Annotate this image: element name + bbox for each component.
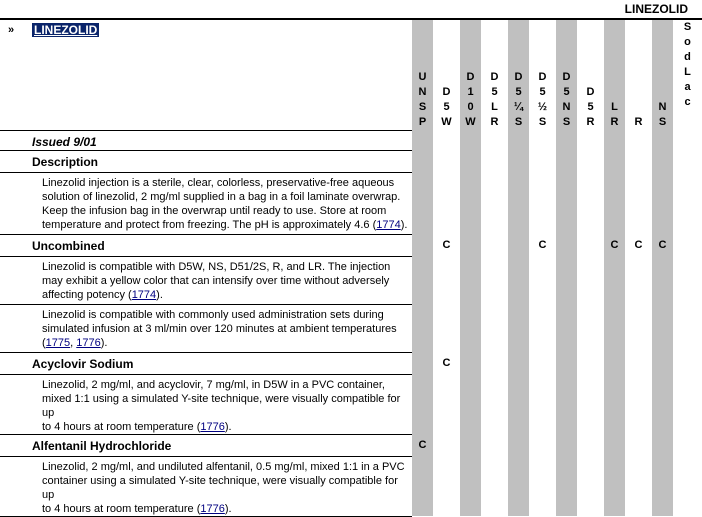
cell-d5hs [529, 256, 556, 304]
cell-d5hs [529, 456, 556, 516]
cell-lr [604, 150, 625, 172]
reference-link[interactable]: 1776 [76, 336, 101, 349]
cell-d5ns [556, 172, 577, 234]
cell-ns [652, 374, 673, 434]
paragraph-row [0, 172, 702, 234]
cell-ns [652, 172, 673, 234]
compatible-mark: C [433, 352, 460, 374]
cell-lr [604, 256, 625, 304]
section-row [0, 352, 702, 374]
cell-d5qs [508, 234, 529, 256]
cell-unsp [412, 304, 433, 352]
header-row [0, 20, 702, 130]
cell-d5lr [481, 374, 508, 434]
cell-d5qs [508, 150, 529, 172]
cell-d5hs [529, 172, 556, 234]
cell-d10w [460, 256, 481, 304]
cell-d10w [460, 234, 481, 256]
cell-ns [652, 150, 673, 172]
cell-unsp [412, 234, 433, 256]
cell-sodlac [673, 434, 702, 456]
column-header-d5ns: D 5 N S [556, 20, 577, 130]
cell-d10w [460, 352, 481, 374]
cell-sodlac [673, 304, 702, 352]
cell-d5w [433, 150, 460, 172]
paragraph-row [0, 256, 702, 304]
reference-link[interactable]: 1776 [200, 502, 225, 515]
cell-d5qs [508, 304, 529, 352]
cell-d5r [577, 374, 604, 434]
section-row [0, 434, 702, 456]
paragraph-row [0, 374, 702, 434]
cell-r [625, 172, 652, 234]
cell-sodlac [673, 374, 702, 434]
cell-d5hs [529, 352, 556, 374]
cell-d5w [433, 456, 460, 516]
cell-r [625, 352, 652, 374]
cell-d5r [577, 352, 604, 374]
cell-unsp [412, 374, 433, 434]
cell-d5ns [556, 150, 577, 172]
cell-ns [652, 256, 673, 304]
compatible-mark: C [433, 234, 460, 256]
reference-link[interactable]: 1776 [200, 420, 225, 433]
compatible-mark: C [604, 234, 625, 256]
cell-d5ns [556, 374, 577, 434]
cell-d5r [577, 256, 604, 304]
cell-d5r [577, 456, 604, 516]
cell-d5r [577, 130, 604, 150]
cell-lr [604, 456, 625, 516]
cell-unsp [412, 352, 433, 374]
cell-d10w [460, 434, 481, 456]
cell-d5lr [481, 130, 508, 150]
cell-lr [604, 172, 625, 234]
column-header-sodlac: S o d L a c [673, 20, 702, 130]
column-header-unsp: U N S P [412, 20, 433, 130]
cell-r [625, 456, 652, 516]
cell-ns [652, 456, 673, 516]
column-header-d5r: D 5 R [577, 20, 604, 130]
cell-lr [604, 352, 625, 374]
cell-sodlac [673, 150, 702, 172]
cell-d5hs [529, 374, 556, 434]
cell-d5lr [481, 150, 508, 172]
drug-name-link[interactable]: LINEZOLID [34, 23, 98, 37]
compatible-mark: C [412, 434, 433, 456]
cell-unsp [412, 456, 433, 516]
compatible-mark: C [529, 234, 556, 256]
cell-d5ns [556, 352, 577, 374]
cell-ns [652, 304, 673, 352]
cell-d5lr [481, 256, 508, 304]
cell-d10w [460, 172, 481, 234]
reference-link[interactable]: 1774 [131, 288, 157, 301]
cell-sodlac [673, 352, 702, 374]
cell-d5hs [529, 150, 556, 172]
cell-d5lr [481, 304, 508, 352]
paragraph-text: Linezolid, 2 mg/ml, and undiluted alfentanil, 0.5 mg/ml, mixed 1:1 in a PVC container using a simulated Y-site technique, were visually compatible for up to 4 hours at room temperature (1776). [0, 456, 412, 516]
cell-r [625, 150, 652, 172]
cell-d5w [433, 172, 460, 234]
section-row [0, 150, 702, 172]
cell-r [625, 374, 652, 434]
cell-d5hs [529, 434, 556, 456]
cell-lr [604, 130, 625, 150]
cell-ns [652, 352, 673, 374]
cell-d5hs [529, 130, 556, 150]
cell-r [625, 256, 652, 304]
cell-d5lr [481, 172, 508, 234]
cell-d5qs [508, 172, 529, 234]
expand-chevron-icon[interactable]: » [8, 24, 15, 36]
cell-d10w [460, 456, 481, 516]
paragraph-row [0, 304, 702, 352]
cell-d10w [460, 150, 481, 172]
section-heading: Acyclovir Sodium [0, 352, 412, 374]
drug-heading-cell [0, 20, 412, 130]
cell-sodlac [673, 130, 702, 150]
section-heading: Alfentanil Hydrochloride [0, 434, 412, 456]
cell-unsp [412, 172, 433, 234]
cell-d5qs [508, 374, 529, 434]
cell-unsp [412, 150, 433, 172]
cell-unsp [412, 256, 433, 304]
cell-d5qs [508, 456, 529, 516]
cell-sodlac [673, 256, 702, 304]
compatibility-table [0, 20, 702, 517]
cell-d5r [577, 172, 604, 234]
paragraph-row [0, 456, 702, 516]
paragraph-text: Linezolid, 2 mg/ml, and acyclovir, 7 mg/ml, in D5W in a PVC container, mixed 1:1 using a simulated Y-site technique, were visually compatible for up to 4 hours at room temperature (1776). [0, 374, 412, 434]
section-heading: Uncombined [0, 234, 412, 256]
cell-d5w [433, 374, 460, 434]
column-header-d5w: D 5 W [433, 20, 460, 130]
cell-d5hs [529, 304, 556, 352]
cell-d5ns [556, 234, 577, 256]
reference-link[interactable]: 1775 [45, 336, 71, 349]
cell-d5lr [481, 352, 508, 374]
page-title: LINEZOLID [624, 2, 688, 16]
cell-d5w [433, 256, 460, 304]
column-header-d5qs: D 5 ¼ S [508, 20, 529, 130]
cell-d5ns [556, 256, 577, 304]
cell-d5lr [481, 434, 508, 456]
section-heading: Issued 9/01 [0, 130, 412, 150]
cell-lr [604, 374, 625, 434]
column-header-lr: L R [604, 20, 625, 130]
cell-d5ns [556, 130, 577, 150]
cell-sodlac [673, 456, 702, 516]
cell-d5w [433, 130, 460, 150]
cell-d5qs [508, 256, 529, 304]
cell-d5r [577, 304, 604, 352]
cell-d5w [433, 434, 460, 456]
cell-d10w [460, 304, 481, 352]
cell-sodlac [673, 234, 702, 256]
column-header-r: R [625, 20, 652, 130]
cell-r [625, 130, 652, 150]
column-header-d5lr: D 5 L R [481, 20, 508, 130]
cell-sodlac [673, 172, 702, 234]
paragraph-text: Linezolid is compatible with commonly used administration sets during simulated infusion at 3 ml/min over 120 minutes at ambient temperatures (1775, 1776). [0, 304, 412, 352]
compatible-mark: C [652, 234, 673, 256]
cell-r [625, 434, 652, 456]
section-row [0, 234, 702, 256]
column-header-d10w: D 1 0 W [460, 20, 481, 130]
compatible-mark: C [625, 234, 652, 256]
cell-d5w [433, 304, 460, 352]
cell-lr [604, 304, 625, 352]
cell-d5ns [556, 304, 577, 352]
cell-unsp [412, 130, 433, 150]
section-heading: Description [0, 150, 412, 172]
cell-d10w [460, 374, 481, 434]
cell-d5qs [508, 352, 529, 374]
cell-d5r [577, 434, 604, 456]
cell-d5ns [556, 434, 577, 456]
cell-d5lr [481, 234, 508, 256]
cell-lr [604, 434, 625, 456]
reference-link[interactable]: 1774 [376, 218, 401, 231]
section-row [0, 130, 702, 150]
cell-d5ns [556, 456, 577, 516]
column-header-ns: N S [652, 20, 673, 130]
cell-d5lr [481, 456, 508, 516]
cell-d5r [577, 234, 604, 256]
column-header-d5hs: D 5 ½ S [529, 20, 556, 130]
cell-r [625, 304, 652, 352]
paragraph-text: Linezolid injection is a sterile, clear, colorless, preservative-free aqueous solution of linezolid, 2 mg/ml supplied in a bag in a foil laminate overwrap. Keep the infusion bag in the overwrap until ready to use. Store at room temperature and protect from freezing. The pH is approximately 4.6 (1774). [0, 172, 412, 234]
cell-d5qs [508, 130, 529, 150]
cell-ns [652, 434, 673, 456]
cell-d5r [577, 150, 604, 172]
cell-d10w [460, 130, 481, 150]
paragraph-text: Linezolid is compatible with D5W, NS, D51/2S, R, and LR. The injection may exhibit a yellow color that can intensify over time without adversely affecting potency (1774). [0, 256, 412, 304]
cell-ns [652, 130, 673, 150]
cell-d5qs [508, 434, 529, 456]
